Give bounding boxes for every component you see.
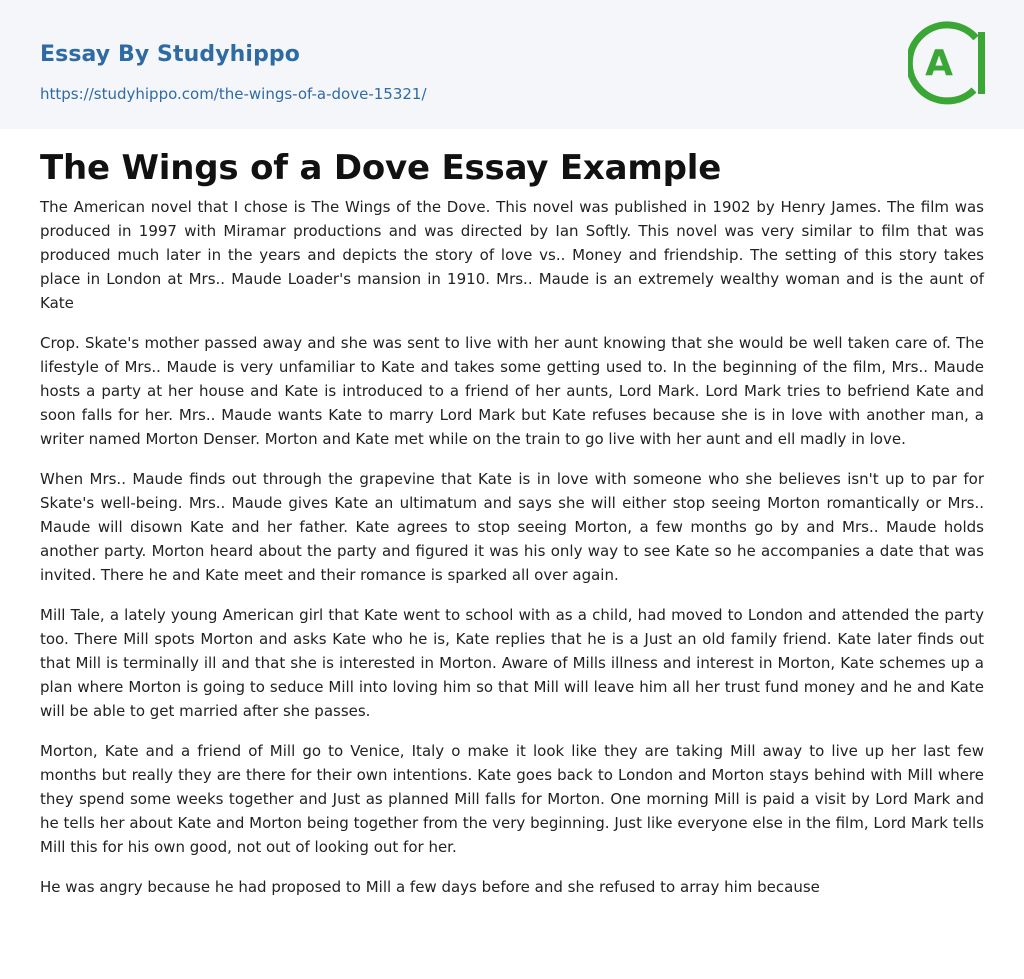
essay-paragraph-5: Morton, Kate and a friend of Mill go to Venice, Italy o make it look like they are taking Mill away to live up her last few months but really they are there for their own intentions. Kate goes back to London and Morton stays behind with Mill where they spend some weeks together and Just as planned Mill falls for Morton. One morning Mill is paid a visit by Lord Mark and he tells her about Kate and Morton being together from the very beginning. Just like everyone else in the film, Lord Mark tells Mill this for his own good, not out of looking out for her. (40, 742, 984, 856)
studyhippo-logo-icon[interactable] (908, 18, 988, 106)
site-header (0, 0, 1024, 129)
essay-paragraph-4: Mill Tale, a lately young American girl that Kate went to school with as a child, had moved to London and attended the party too. There Mill spots Morton and asks Kate who he is, Kate replies that he is a Just an old family friend. Kate later finds out that Mill is terminally ill and that she is interested in Morton. Aware of Mills illness and interest in Morton, Kate schemes up a plan where Morton is going to seduce Mill into loving him so that Mill will leave him all her trust fund money and he and Kate will be able to get married after she passes. (40, 606, 984, 720)
essay-url-link[interactable]: https://studyhippo.com/the-wings-of-a-dove-15321/ (40, 85, 427, 103)
essay-body (40, 195, 984, 915)
essay-paragraph-3: When Mrs.. Maude finds out through the grapevine that Kate is in love with someone who she believes isn't up to par for Skate's well-being. Mrs.. Maude gives Kate an ultimatum and says she will either stop seeing Morton romantically or Mrs.. Maude will disown Kate and her father. Kate agrees to stop seeing Morton, a few months go by and Mrs.. Maude holds another party. Morton heard about the party and figured it was his only way to see Kate so he accompanies a date that was invited. There he and Kate meet and their romance is sparked all over again. (40, 470, 984, 584)
essay-paragraph-6: He was angry because he had proposed to Mill a few days before and she refused to array him because (40, 878, 820, 896)
essay-paragraph-1: The American novel that I chose is The Wings of the Dove. This novel was published in 1902 by Henry James. The film was produced in 1997 with Miramar productions and was directed by Ian Softly. This novel was very similar to film that was produced much later in the years and depicts the story of love vs.. Money and friendship. The setting of this story takes place in London at Mrs.. Maude Loader's mansion in 1910. Mrs.. Maude is an extremely wealthy woman and is the aunt of Kate (40, 198, 984, 312)
site-brand[interactable]: Essay By Studyhippo (40, 42, 300, 67)
page-title: The Wings of a Dove Essay Example (40, 148, 722, 188)
logo-letter: A (925, 43, 953, 84)
essay-paragraph-2: Crop. Skate's mother passed away and she was sent to live with her aunt knowing that she would be well taken care of. The lifestyle of Mrs.. Maude is very unfamiliar to Kate and takes some getting used to. In the beginning of the film, Mrs.. Maude hosts a party at her house and Kate is introduced to a friend of her aunts, Lord Mark. Lord Mark tries to befriend Kate and soon falls for her. Mrs.. Maude wants Kate to marry Lord Mark but Kate refuses because she is in love with another man, a writer named Morton Denser. Morton and Kate met while on the train to go live with her aunt and ell madly in love. (40, 334, 984, 448)
